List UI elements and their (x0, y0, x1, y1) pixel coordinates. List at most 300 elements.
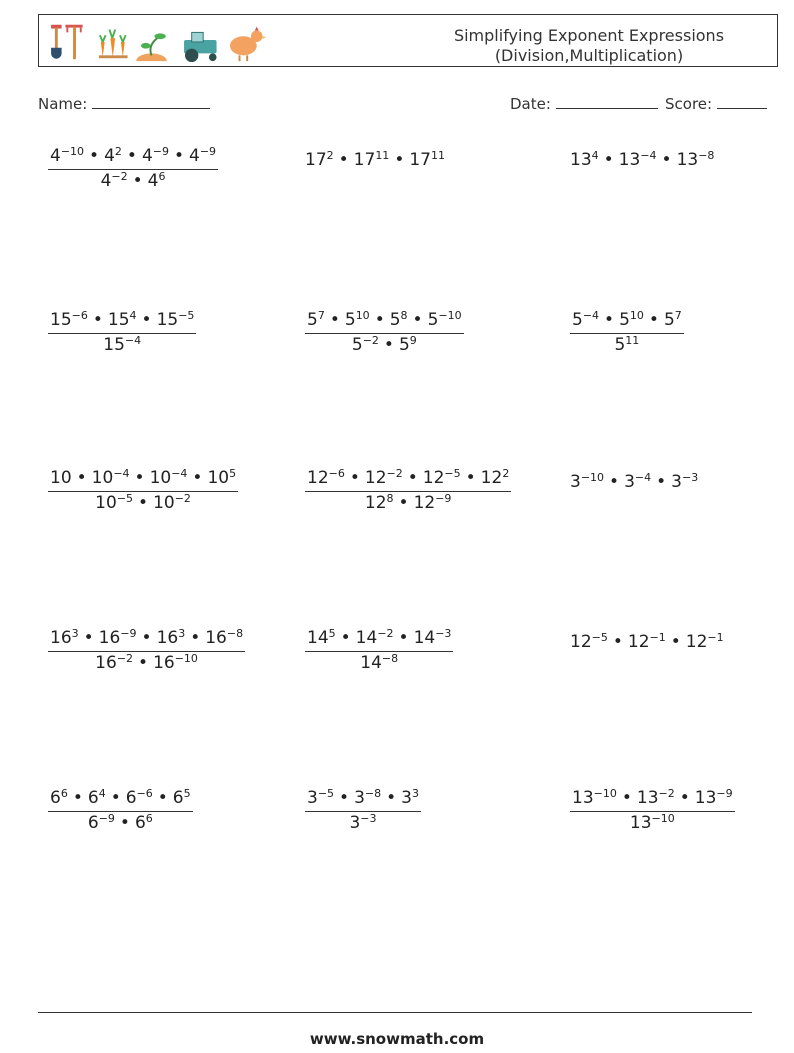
power-term (307, 310, 325, 330)
problem-12 (570, 628, 724, 652)
base: 6 (134, 813, 146, 833)
exponent: −8 (381, 652, 399, 665)
exponent: −2 (174, 492, 191, 505)
power-term (103, 335, 141, 355)
base: 17 (353, 150, 376, 170)
exponent: −6 (136, 787, 153, 800)
exponent: −5 (444, 467, 461, 480)
base: 6 (50, 788, 61, 808)
base: 12 (627, 632, 650, 652)
numerator (305, 628, 453, 651)
carrots-icon (99, 30, 128, 59)
power-term (153, 653, 198, 673)
exponent: −9 (98, 812, 115, 825)
exponent: −8 (226, 627, 244, 640)
power-term (142, 146, 169, 166)
exponent: −2 (386, 467, 403, 480)
base: 10 (153, 493, 175, 513)
power-term (664, 310, 682, 330)
base: 12 (307, 468, 329, 488)
base: 14 (307, 628, 329, 648)
base: 16 (153, 653, 175, 673)
power-term (423, 468, 461, 488)
power-term (570, 472, 604, 492)
problem-14 (305, 788, 421, 833)
base: 4 (50, 146, 61, 166)
exponent: −9 (716, 787, 733, 800)
base: 17 (409, 150, 431, 170)
name-field (38, 93, 210, 113)
power-term (619, 310, 644, 330)
base: 12 (364, 493, 387, 513)
denominator (48, 333, 196, 355)
exponent: 3 (178, 627, 186, 640)
multiply-dot: • (132, 171, 143, 191)
fraction (570, 310, 684, 355)
base: 3 (349, 813, 361, 833)
problem-15 (570, 788, 735, 833)
exponent: −9 (120, 627, 137, 640)
power-term (409, 150, 445, 170)
power-term (157, 628, 186, 648)
problem-3 (570, 146, 714, 170)
multiply-dot: • (89, 146, 100, 166)
base: 13 (629, 813, 652, 833)
multiply-dot: • (648, 310, 659, 330)
power-term (104, 146, 122, 166)
exponent: 10 (355, 309, 370, 322)
power-term (360, 653, 398, 673)
power-term (572, 788, 617, 808)
base: 10 (149, 468, 172, 488)
power-term (95, 493, 133, 513)
power-term (614, 335, 639, 355)
multiply-dot: • (92, 310, 103, 330)
fraction (305, 788, 421, 833)
multiply-dot: • (192, 468, 203, 488)
multiply-dot: • (173, 146, 185, 166)
base: 14 (360, 653, 382, 673)
problem-2 (305, 146, 445, 170)
base: 5 (663, 310, 675, 330)
power-term (677, 150, 715, 170)
multiply-dot: • (339, 788, 350, 808)
multiply-dot: • (329, 310, 340, 330)
power-term (399, 335, 417, 355)
exponent: 4 (591, 149, 599, 162)
exponent: 4 (129, 309, 137, 322)
base: 10 (91, 468, 114, 488)
exponent: −2 (111, 170, 128, 183)
title-line-2: (Division,Multiplication) (494, 46, 684, 65)
power-term (628, 632, 666, 652)
multiply-dot: • (407, 468, 418, 488)
exponent: −4 (640, 149, 657, 162)
multiply-dot: • (621, 788, 632, 808)
exponent: 2 (502, 467, 510, 480)
power-term (365, 493, 394, 513)
date-label: Date: (510, 95, 551, 113)
fraction (570, 788, 735, 833)
exponent: −10 (60, 145, 85, 158)
base: 12 (422, 468, 445, 488)
base: 5 (614, 335, 626, 355)
base: 5 (572, 310, 583, 330)
power-term (481, 468, 510, 488)
base: 17 (305, 150, 327, 170)
exponent: 11 (375, 149, 390, 162)
multiply-dot: • (612, 632, 623, 652)
power-term (390, 310, 408, 330)
power-term (570, 632, 608, 652)
power-term (695, 788, 733, 808)
base: 16 (50, 628, 72, 648)
fraction (48, 468, 238, 513)
multiply-dot: • (465, 468, 476, 488)
exponent: −4 (113, 467, 130, 480)
title-line-1: Simplifying Exponent Expressions (453, 26, 725, 45)
tractor-icon (184, 32, 217, 62)
problem-5 (305, 310, 464, 355)
base: 15 (103, 335, 125, 355)
denominator (48, 811, 193, 833)
base: 16 (156, 628, 179, 648)
expression (570, 468, 698, 492)
multiply-dot: • (394, 150, 405, 170)
exponent: 11 (430, 149, 445, 162)
numerator (570, 310, 684, 333)
exponent: −9 (152, 145, 169, 158)
problem-1 (48, 146, 218, 191)
score-blank[interactable] (717, 93, 767, 109)
power-term (305, 150, 334, 170)
exponent: 5 (328, 627, 336, 640)
exponent: −2 (362, 334, 379, 347)
base: 3 (307, 788, 318, 808)
date-field (510, 93, 658, 113)
exponent: 5 (183, 787, 191, 800)
name-blank[interactable] (92, 93, 210, 109)
exponent: 4 (98, 787, 106, 800)
multiply-dot: • (190, 628, 201, 648)
power-term (50, 788, 68, 808)
problem-10 (48, 628, 245, 673)
multiply-dot: • (141, 628, 152, 648)
power-term (148, 171, 166, 191)
power-term (207, 468, 236, 488)
exponent: −10 (593, 787, 617, 800)
base: 16 (98, 628, 121, 648)
multiply-dot: • (83, 628, 94, 648)
base: 6 (125, 788, 137, 808)
multiply-dot: • (386, 788, 397, 808)
power-term (50, 468, 72, 488)
fraction (48, 788, 193, 833)
denominator (305, 491, 511, 513)
exponent: 2 (114, 145, 122, 158)
date-blank[interactable] (556, 93, 658, 109)
base: 5 (398, 335, 410, 355)
multiply-dot: • (110, 788, 121, 808)
power-term (354, 150, 390, 170)
problem-7 (48, 468, 238, 513)
base: 6 (87, 813, 99, 833)
power-term (150, 468, 188, 488)
rake-icon (65, 25, 82, 59)
exponent: −10 (174, 652, 198, 665)
multiply-dot: • (609, 472, 620, 492)
base: 13 (676, 150, 699, 170)
power-term (50, 146, 84, 166)
exponent: −10 (651, 812, 675, 825)
exponent: −9 (435, 492, 452, 505)
base: 12 (480, 468, 503, 488)
power-term (624, 472, 651, 492)
numerator (48, 788, 193, 811)
numerator (305, 310, 464, 333)
multiply-dot: • (76, 468, 87, 488)
exponent: −1 (649, 631, 666, 644)
power-term (99, 628, 137, 648)
problem-13 (48, 788, 193, 833)
numerator (305, 788, 421, 811)
exponent: 6 (158, 170, 166, 183)
exponent: 6 (60, 787, 68, 800)
exponent: −5 (317, 787, 335, 800)
problem-11 (305, 628, 453, 673)
multiply-dot: • (340, 628, 351, 648)
multiply-dot: • (398, 628, 409, 648)
exponent: 11 (625, 334, 640, 347)
exponent: 3 (71, 627, 79, 640)
multiply-dot: • (72, 788, 83, 808)
base: 3 (624, 472, 635, 492)
fraction (305, 468, 511, 513)
power-term (50, 310, 88, 330)
denominator (305, 333, 464, 355)
multiply-dot: • (604, 310, 615, 330)
base: 3 (570, 472, 581, 492)
name-label: Name: (38, 95, 88, 113)
base: 16 (95, 653, 117, 673)
shovel-icon (51, 25, 62, 59)
exponent: −1 (707, 631, 724, 644)
base: 10 (50, 468, 72, 488)
base: 12 (570, 632, 592, 652)
denominator (305, 651, 453, 673)
fraction (48, 628, 245, 673)
exponent: −2 (377, 627, 394, 640)
power-term (671, 472, 698, 492)
base: 3 (354, 788, 365, 808)
base: 12 (685, 632, 708, 652)
exponent: 2 (326, 149, 334, 162)
fraction (48, 146, 218, 191)
base: 13 (572, 788, 594, 808)
base: 13 (636, 788, 659, 808)
numerator (48, 310, 196, 333)
power-term (307, 628, 336, 648)
score-field (665, 93, 767, 113)
exponent: −10 (438, 309, 462, 322)
multiply-dot: • (603, 150, 614, 170)
power-term (352, 335, 379, 355)
numerator (570, 788, 735, 811)
base: 15 (156, 310, 179, 330)
fraction (48, 310, 196, 355)
power-term (637, 788, 675, 808)
base: 15 (50, 310, 72, 330)
base: 14 (355, 628, 378, 648)
fraction (305, 628, 453, 673)
numerator (48, 468, 238, 491)
exponent: 3 (411, 787, 419, 800)
power-term (414, 493, 452, 513)
exponent: −6 (71, 309, 88, 322)
power-term (356, 628, 394, 648)
base: 13 (694, 788, 717, 808)
power-term (307, 468, 345, 488)
base: 3 (401, 788, 412, 808)
base: 4 (100, 171, 112, 191)
exponent: −3 (435, 627, 452, 640)
base: 4 (141, 146, 153, 166)
exponent: −3 (360, 812, 377, 825)
footer-website: www.snowmath.com (309, 1030, 485, 1048)
exponent: −4 (634, 471, 652, 484)
base: 3 (671, 472, 682, 492)
multiply-dot: • (134, 468, 145, 488)
power-term (349, 813, 376, 833)
multiply-dot: • (119, 813, 130, 833)
power-term (307, 788, 334, 808)
multiply-dot: • (383, 335, 394, 355)
base: 14 (413, 628, 436, 648)
multiply-dot: • (679, 788, 690, 808)
multiply-dot: • (656, 472, 667, 492)
exponent: −4 (171, 467, 188, 480)
multiply-dot: • (412, 310, 423, 330)
multiply-dot: • (338, 150, 349, 170)
base: 5 (307, 310, 318, 330)
power-term (365, 468, 403, 488)
expression (570, 628, 724, 652)
problem-8 (305, 468, 511, 513)
problem-4 (48, 310, 196, 355)
power-term (153, 493, 191, 513)
multiply-dot: • (398, 493, 409, 513)
base: 10 (207, 468, 230, 488)
power-term (630, 813, 675, 833)
base: 16 (205, 628, 227, 648)
power-term (414, 628, 452, 648)
denominator (570, 811, 735, 833)
base: 4 (147, 171, 159, 191)
power-term (401, 788, 419, 808)
base: 4 (189, 146, 200, 166)
exponent: −8 (364, 787, 382, 800)
denominator (48, 651, 245, 673)
exponent: 9 (409, 334, 417, 347)
multiply-dot: • (138, 653, 149, 673)
power-term (619, 150, 657, 170)
power-term (686, 632, 724, 652)
power-term (173, 788, 191, 808)
power-term (354, 788, 381, 808)
power-term (88, 813, 115, 833)
fraction (305, 310, 464, 355)
power-term (345, 310, 370, 330)
base: 5 (389, 310, 401, 330)
base: 12 (413, 493, 436, 513)
power-term (108, 310, 137, 330)
numerator (48, 628, 245, 651)
power-term (157, 310, 195, 330)
base: 4 (104, 146, 115, 166)
exponent: 10 (629, 309, 644, 322)
multiply-dot: • (141, 310, 152, 330)
base: 5 (427, 310, 439, 330)
exponent: −2 (116, 652, 134, 665)
exponent: −6 (328, 467, 345, 480)
exponent: −4 (582, 309, 600, 322)
power-term (126, 788, 153, 808)
expression (305, 146, 445, 170)
multiply-dot: • (138, 493, 149, 513)
power-term (205, 628, 243, 648)
exponent: 5 (229, 467, 237, 480)
power-term (135, 813, 153, 833)
exponent: −2 (658, 787, 675, 800)
base: 15 (107, 310, 130, 330)
power-term (572, 310, 599, 330)
exponent: −5 (591, 631, 608, 644)
exponent: −4 (124, 334, 142, 347)
exponent: 7 (674, 309, 682, 322)
base: 13 (570, 150, 592, 170)
power-term (95, 653, 133, 673)
base: 12 (364, 468, 387, 488)
denominator (48, 491, 238, 513)
exponent: −5 (178, 309, 195, 322)
multiply-dot: • (157, 788, 168, 808)
denominator (305, 811, 421, 833)
sprout-icon (136, 33, 167, 61)
base: 5 (619, 310, 630, 330)
power-term (92, 468, 130, 488)
power-term (189, 146, 216, 166)
farm-icons (43, 19, 283, 63)
multiply-dot: • (670, 632, 681, 652)
exponent: −8 (698, 149, 715, 162)
power-term (101, 171, 128, 191)
denominator (48, 169, 218, 191)
exponent: 7 (317, 309, 325, 322)
problem-9 (570, 468, 698, 492)
expression (570, 146, 714, 170)
power-term (50, 628, 79, 648)
base: 5 (344, 310, 356, 330)
worksheet-title (439, 26, 739, 66)
multiply-dot: • (349, 468, 360, 488)
multiply-dot: • (661, 150, 672, 170)
footer-divider (38, 1012, 752, 1013)
problem-6 (570, 310, 684, 355)
base: 10 (95, 493, 117, 513)
exponent: −3 (681, 471, 699, 484)
exponent: −9 (199, 145, 217, 158)
exponent: 6 (145, 812, 153, 825)
